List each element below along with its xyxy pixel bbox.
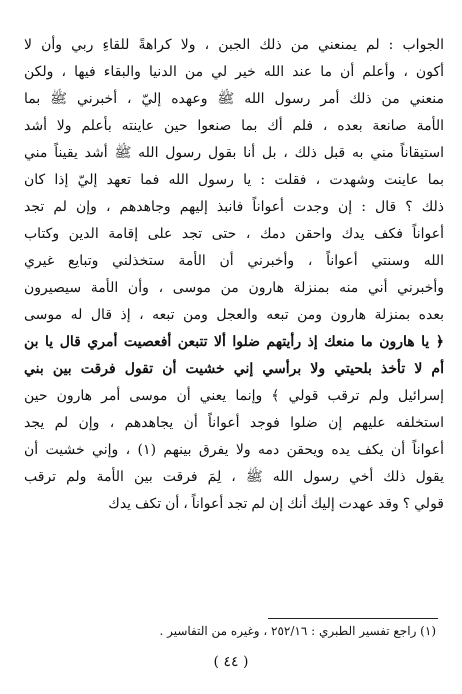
text-line-14: إسرائيل ولم ترقب قولي ﴾ وإنما يعني أن موسى أمر هارون حين bbox=[24, 388, 444, 404]
text-line-1: الجواب : لم يمنعني من ذلك الجبن ، ولا كراهةً للقاءِ ربي وأن لا bbox=[24, 37, 444, 53]
quran-verse-line-1: ﴿ يا هارون ما منعك إذ رأيتهم ضلوا ألا تتبعن أفعصيت أمري قال يا بن bbox=[24, 334, 444, 350]
text-line-7: ذلك ؟ قال : إن وجدت أعواناً فانبذ إليهم وجاهدهم ، وإن لم تجد bbox=[24, 199, 444, 215]
text-line-15: استخلفه عليهم إن ضلوا فوجد أعواناً أن يجاهدهم ، وإن لم يجد bbox=[24, 415, 444, 431]
text-line-11: بعده بمنزلة هارون ومن تبعه والعجل ومن تبعه ، إذ قال له موسى bbox=[24, 307, 444, 323]
text-line-3: منعني من ذلك أمر رسول الله ﷺ وعهده إليّ ، أخبرني ﷺ بما bbox=[24, 91, 444, 107]
text-line-10: وأخبرني أني منه بمنزلة هارون من موسى ، وأن الأمة سيصيرون bbox=[24, 280, 444, 296]
footnote-divider bbox=[268, 618, 438, 619]
text-line-8: أعواناً فكف يدك واحقن دمك ، حتى تجد على إقامة الدين وكتاب bbox=[24, 226, 444, 242]
text-line-18: قولي ؟ وقد عهدت إليك أنك إن لم تجد أعواناً ، أن تكف يدك bbox=[108, 496, 444, 512]
page-number: ( ٤٤ ) bbox=[213, 654, 249, 670]
text-line-2: أكون ، وأعلم أن ما عند الله خير لي من الدنيا والبقاء فيها ، ولكن bbox=[24, 64, 444, 80]
text-line-16: أعواناً أن يكف يده ويحقن دمه ولا يفرق بينهم (١) ، وإني خشيت أن bbox=[24, 442, 444, 458]
text-line-6: بما عاينت وشهدت ، فقلت : يا رسول الله فما تعهد إليّ إذا كان bbox=[24, 172, 444, 188]
quran-verse-line-2: أم لا تأخذ بلحيتي ولا برأسي إني خشيت أن تقول فرقت بين بني bbox=[24, 361, 444, 377]
text-line-17: يقول ذلك أخي رسول الله ﷺ ، لِمَ فرقت بين الأمة ولم ترقب bbox=[24, 469, 444, 485]
main-text-block bbox=[24, 32, 444, 518]
footnote: (١) راجع تفسير الطبري : ٢٥٢/١٦ ، وغيره من التفاسير . bbox=[159, 624, 436, 638]
text-line-5: استيقاناً مني به قبل ذلك ، بل أنا بقول رسول الله ﷺ أشد يقيناً مني bbox=[24, 145, 444, 161]
text-line-4: الأمة صانعة بعده ، فلم أك بما صنعوا حين عاينته بأعلم ولا أشد bbox=[24, 118, 444, 134]
text-line-9: الله وسنتي أعواناً ، وأخبرني أن الأمة ستخذلني وتبايع غيري bbox=[24, 253, 444, 269]
